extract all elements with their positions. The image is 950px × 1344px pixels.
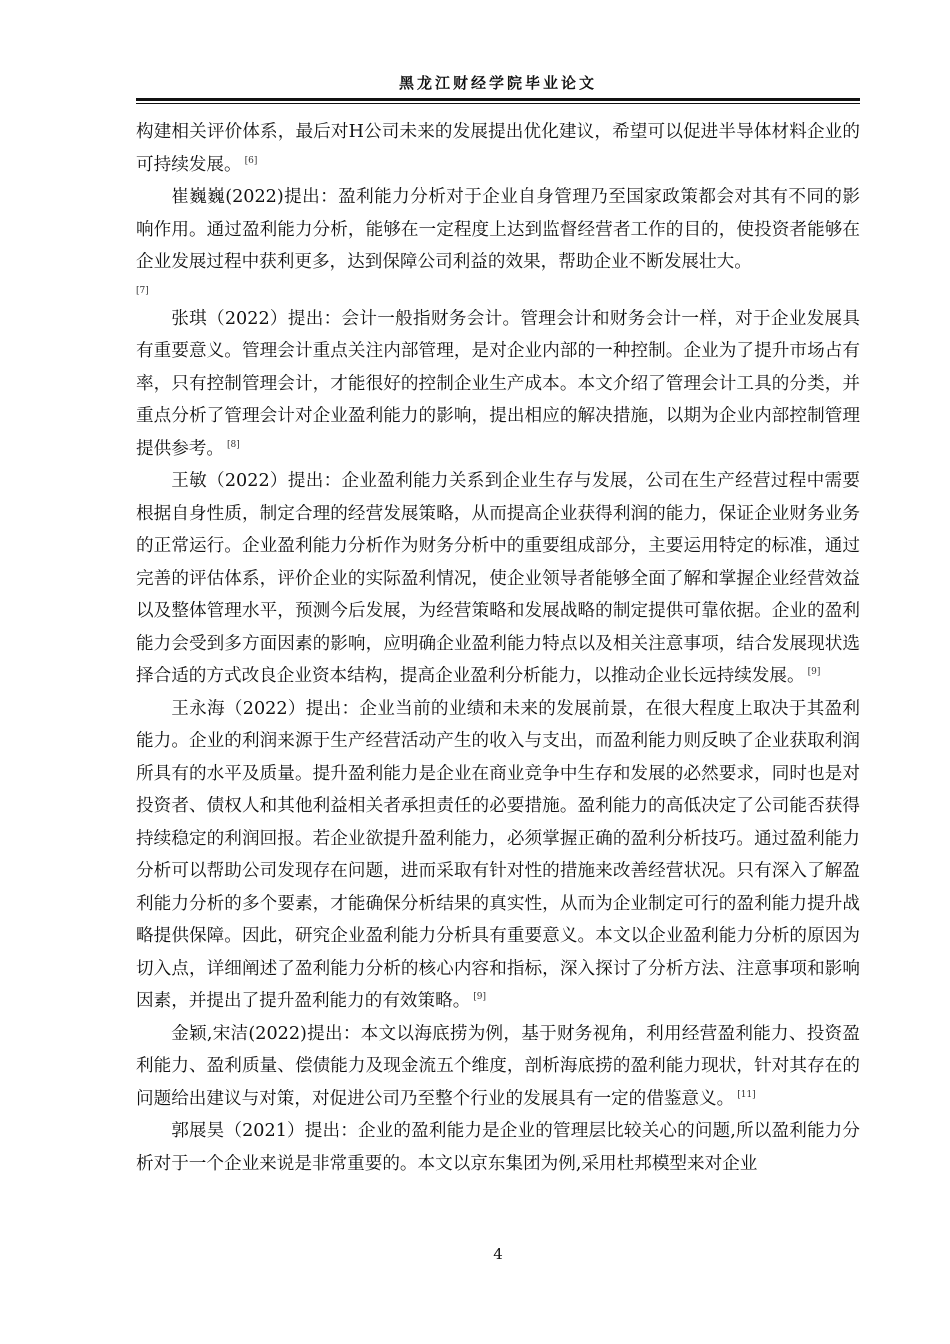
paragraph-text: 构建相关评价体系，最后对H公司未来的发展提出优化建议，希望可以促进半导体材料企业的可持续发展。	[136, 122, 860, 175]
paragraph-guo	[136, 1115, 860, 1180]
citation-marker: [6]	[244, 155, 258, 166]
citation-marker: [9]	[807, 667, 821, 678]
paragraph-text: 王永海（2022）提出：企业当前的业绩和未来的发展前景，在很大程度上取决于其盈利能力。企业的利润来源于生产经营活动产生的收入与支出，而盈利能力则反映了企业获取利润所具有的水平及质量。提升盈利能力是企业在商业竞争中生存和发展的必然要求，同时也是对投资者、债权人和其他利益相关者承担责任的必要措施。盈利能力的高低决定了公司能否获得持续稳定的利润回报。若企业欲提升盈利能力，必须掌握正确的盈利分析技巧。通过盈利能力分析可以帮助公司发现存在问题，进而采取有针对性的措施来改善经营状况。只有深入了解盈利能力分析的多个要素，才能确保分析结果的真实性，从而为企业制定可行的盈利能力提升战略提供保障。因此，研究企业盈利能力分析具有重要意义。本文以企业盈利能力分析的原因为切入点，详细阐述了盈利能力分析的核心内容和指标，深入探讨了分析方法、注意事项和影响因素，并提出了提升盈利能力的有效策略。	[136, 698, 860, 1011]
header-rule-thin	[136, 103, 860, 104]
page-number: 4	[493, 1245, 503, 1263]
page-header-title: 黑龙江财经学院毕业论文	[398, 74, 597, 92]
citation-marker: [9]	[473, 992, 487, 1003]
paragraph-text: 金颖,宋洁(2022)提出：本文以海底捞为例，基于财务视角，利用经营盈利能力、投资盈利能力、盈利质量、偿债能力及现金流五个维度，剖析海底捞的盈利能力现状，针对其存在的问题给出建议与对策，对促进公司乃至整个行业的发展具有一定的借鉴意义。	[136, 1023, 860, 1109]
citation-marker: [11]	[737, 1089, 756, 1100]
citation-marker: [7]	[136, 285, 149, 296]
body-text	[136, 116, 860, 1180]
paragraph-text: 崔巍巍(2022)提出：盈利能力分析对于企业自身管理乃至国家政策都会对其有不同的影响作用。通过盈利能力分析，能够在一定程度上达到监督经营者工作的目的，使投资者能够在企业发展过程中获利更多，达到保障公司利益的效果，帮助企业不断发展壮大。	[136, 187, 860, 272]
paragraph-cui	[136, 181, 860, 279]
citation-marker: [8]	[226, 439, 240, 450]
paragraph-text: 张琪（2022）提出：会计一般指财务会计。管理会计和财务会计一样，对于企业发展具有重要意义。管理会计重点关注内部管理，是对企业内部的一种控制。企业为了提升市场占有率，只有控制管理会计，才能很好的控制企业生产成本。本文介绍了管理会计工具的分类，并重点分析了管理会计对企业盈利能力的影响，提出相应的解决措施，以期为企业内部控制管理提供参考。	[136, 308, 860, 459]
paragraph-text: 王敏（2022）提出：企业盈利能力关系到企业生存与发展，公司在生产经营过程中需要根据自身性质，制定合理的经营发展策略，从而提高企业获得利润的能力，保证企业财务业务的正常运行。企业盈利能力分析作为财务分析中的重要组成部分，主要运用特定的标准，通过完善的评估体系，评价企业的实际盈利情况，使企业领导者能够全面了解和掌握企业经营效益以及整体管理水平，预测今后发展，为经营策略和发展战略的制定提供可靠依据。企业的盈利能力会受到多方面因素的影响，应明确企业盈利能力特点以及相关注意事项，结合发展现状选择合适的方式改良企业资本结构，提高企业盈利分析能力，以推动企业长远持续发展。	[136, 471, 860, 686]
header-rule-thick	[136, 98, 860, 101]
paragraph-wang-yonghai	[136, 693, 860, 1018]
paragraph-wang-min	[136, 465, 860, 693]
paragraph-jin-song	[136, 1018, 860, 1116]
paragraph-zhang	[136, 303, 860, 466]
paragraph-text: 郭展昊（2021）提出：企业的盈利能力是企业的管理层比较关心的问题,所以盈利能力分析对于一个企业来说是非常重要的。本文以京东集团为例,采用杜邦模型来对企业	[136, 1121, 860, 1174]
paragraph-continuation	[136, 116, 860, 181]
